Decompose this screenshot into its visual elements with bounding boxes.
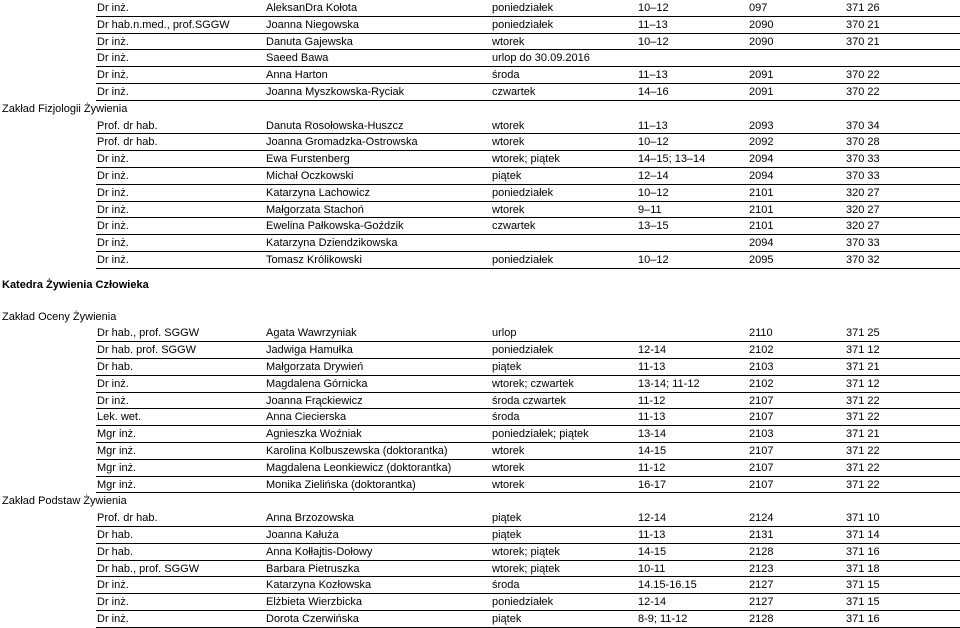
title-cell: Dr inż. (97, 220, 129, 233)
room-cell: 2102 (749, 344, 774, 357)
day-cell: poniedziałek (492, 344, 554, 357)
day-cell: wtorek; piątek (492, 545, 560, 558)
phone-cell: 371 15 (846, 596, 880, 609)
hours-cell: 10-11 (638, 562, 666, 575)
room-cell: 2103 (749, 360, 774, 373)
title-cell: Mgr inż. (97, 428, 137, 441)
table-row (0, 460, 960, 477)
phone-cell: 371 22 (846, 394, 880, 407)
day-cell: piątek (492, 512, 522, 525)
hours-cell: 11-13 (638, 528, 666, 541)
phone-cell: 370 33 (846, 153, 880, 166)
title-cell: Dr inż. (97, 169, 129, 182)
room-cell: 2127 (749, 579, 774, 592)
phone-cell: 371 22 (846, 444, 880, 457)
room-cell: 2107 (749, 478, 774, 491)
room-cell: 2107 (749, 411, 774, 424)
day-cell: wtorek (492, 478, 525, 491)
day-cell: poniedziałek (492, 596, 554, 609)
table-row (0, 594, 960, 611)
room-cell: 2094 (749, 153, 774, 166)
table-row (0, 325, 960, 342)
hours-cell: 14-15 (638, 545, 667, 558)
phone-cell: 371 15 (846, 579, 880, 592)
table-row (0, 67, 960, 84)
title-cell: Dr hab. (97, 528, 134, 541)
table-row (0, 252, 960, 269)
phone-cell: 371 22 (846, 478, 880, 491)
table-row (0, 611, 960, 628)
room-cell: 2091 (749, 69, 774, 82)
title-cell: Dr hab., prof. SGGW (97, 562, 200, 575)
table-row (0, 376, 960, 393)
phone-cell: 371 16 (846, 612, 880, 625)
title-cell: Dr inż. (97, 253, 129, 266)
room-cell: 2131 (749, 528, 774, 541)
hours-cell: 12-14 (638, 512, 667, 525)
day-cell: poniedziałek (492, 253, 554, 266)
title-cell: Dr inż. (97, 186, 129, 199)
day-cell: czwartek (492, 220, 536, 233)
name-cell: Joanna Gromadzka-Ostrowska (266, 136, 418, 149)
title-cell: Dr inż. (97, 237, 129, 250)
hours-cell: 11–13 (638, 18, 668, 31)
hours-cell: 9–11 (638, 203, 662, 216)
name-cell: AleksanDra Kołota (266, 2, 358, 14)
title-cell: Dr inż. (97, 35, 129, 48)
department-name: Katedra Żywienia Człowieka (2, 278, 149, 291)
name-cell: Joanna Myszkowska-Ryciak (266, 85, 405, 98)
title-cell: Dr hab.n.med., prof.SGGW (97, 18, 230, 31)
hours-cell: 14.15-16.15 (638, 579, 697, 592)
title-cell: Dr inż. (97, 203, 129, 216)
phone-cell: 371 12 (846, 344, 880, 357)
title-cell: Mgr inż. (97, 461, 137, 474)
unit-heading (0, 309, 960, 326)
table-row (0, 168, 960, 185)
name-cell: Monika Zielińska (doktorantka) (266, 478, 416, 491)
section1-group-a (0, 0, 960, 101)
table-row (0, 134, 960, 151)
phone-cell: 370 22 (846, 85, 880, 98)
name-cell: Elżbieta Wierzbicka (266, 596, 362, 609)
room-cell: 2092 (749, 136, 774, 149)
day-cell: wtorek (492, 35, 525, 48)
unit-name: Zakład Podstaw Żywienia (2, 495, 127, 508)
day-cell: urlop do 30.09.2016 (492, 52, 590, 65)
hours-cell: 13–15 (638, 220, 669, 233)
hours-cell: 11–13 (638, 119, 668, 132)
phone-cell: 370 21 (846, 35, 880, 48)
title-cell: Dr inż. (97, 85, 129, 98)
hours-cell: 14–15; 13–14 (638, 153, 706, 166)
phone-cell: 371 10 (846, 512, 880, 525)
room-cell: 2127 (749, 596, 774, 609)
phone-cell: 320 27 (846, 203, 880, 216)
phone-cell: 370 33 (846, 237, 880, 250)
name-cell: Joanna Kałuża (266, 528, 339, 541)
room-cell: 2090 (749, 35, 774, 48)
phone-cell: 371 22 (846, 411, 880, 424)
unit-heading (0, 493, 960, 510)
day-cell: czwartek (492, 85, 536, 98)
day-cell: piątek (492, 528, 522, 541)
hours-cell: 10–12 (638, 186, 669, 199)
name-cell: Ewa Furstenberg (266, 153, 350, 166)
section2-group-a (0, 325, 960, 493)
table-row (0, 359, 960, 376)
hours-cell: 10–12 (638, 136, 669, 149)
day-cell: piątek (492, 360, 522, 373)
day-cell: wtorek (492, 119, 525, 132)
phone-cell: 371 22 (846, 461, 880, 474)
phone-cell: 370 34 (846, 119, 880, 132)
day-cell: wtorek; piątek (492, 153, 560, 166)
title-cell: Dr hab. (97, 360, 134, 373)
table-row (0, 185, 960, 202)
room-cell: 2124 (749, 512, 774, 525)
day-cell: poniedziałek (492, 18, 554, 31)
title-cell: Dr hab. prof. SGGW (97, 344, 197, 357)
name-cell: Barbara Pietruszka (266, 562, 360, 575)
hours-cell: 12-14 (638, 596, 667, 609)
table-row (0, 50, 960, 67)
unit-heading (0, 101, 960, 118)
name-cell: Dorota Czerwińska (266, 612, 359, 625)
title-cell: Prof. dr hab. (97, 512, 158, 525)
name-cell: Małgorzata Drywień (266, 360, 364, 373)
day-cell: środa (492, 69, 520, 82)
room-cell: 2107 (749, 444, 774, 457)
name-cell: Katarzyna Lachowicz (266, 186, 370, 199)
table-row (0, 34, 960, 51)
title-cell: Prof. dr hab. (97, 119, 158, 132)
hours-cell: 8-9; 11-12 (638, 612, 688, 625)
room-cell: 2101 (749, 203, 774, 216)
title-cell: Dr hab., prof. SGGW (97, 327, 200, 340)
name-cell: Danuta Rosołowska-Huszcz (266, 119, 404, 132)
room-cell: 2094 (749, 237, 774, 250)
hours-cell: 14–16 (638, 85, 669, 98)
name-cell: Małgorzata Stachoń (266, 203, 364, 216)
section2-group-b (0, 510, 960, 628)
table-row (0, 577, 960, 594)
name-cell: Anna Ciecierska (266, 411, 347, 424)
table-row (0, 202, 960, 219)
table-row (0, 443, 960, 460)
hours-cell: 10–12 (638, 2, 669, 14)
hours-cell: 13-14 (638, 428, 667, 441)
table-row (0, 426, 960, 443)
hours-cell: 13-14; 11-12 (638, 377, 700, 390)
name-cell: Anna Kołłajtis-Dołowy (266, 545, 373, 558)
phone-cell: 371 12 (846, 377, 880, 390)
day-cell: środa (492, 411, 520, 424)
title-cell: Dr inż. (97, 579, 129, 592)
name-cell: Ewelina Pałkowska-Goździk (266, 220, 404, 233)
hours-cell: 14-15 (638, 444, 667, 457)
name-cell: Magdalena Leonkiewicz (doktorantka) (266, 461, 452, 474)
day-cell: urlop (492, 327, 517, 340)
department-heading (0, 277, 960, 294)
title-cell: Prof. dr hab. (97, 136, 158, 149)
name-cell: Jadwiga Hamułka (266, 344, 353, 357)
hours-cell: 11–13 (638, 69, 668, 82)
room-cell: 2094 (749, 169, 774, 182)
phone-cell: 320 27 (846, 186, 880, 199)
unit-name: Zakład Oceny Żywienia (2, 310, 117, 323)
room-cell: 2090 (749, 18, 774, 31)
phone-cell: 371 26 (846, 2, 880, 14)
table-row (0, 0, 960, 17)
table-row (0, 151, 960, 168)
phone-cell: 371 18 (846, 562, 880, 575)
title-cell: Dr inż. (97, 69, 129, 82)
hours-cell: 16-17 (638, 478, 667, 491)
room-cell: 2101 (749, 186, 774, 199)
phone-cell: 370 21 (846, 18, 880, 31)
phone-cell: 371 21 (846, 428, 880, 441)
name-cell: Agnieszka Woźniak (266, 428, 362, 441)
room-cell: 2103 (749, 428, 774, 441)
phone-cell: 320 27 (846, 220, 880, 233)
day-cell: wtorek; piątek (492, 562, 560, 575)
name-cell: Agata Wawrzyniak (266, 327, 357, 340)
day-cell: wtorek (492, 444, 525, 457)
name-cell: Michał Oczkowski (266, 169, 354, 182)
table-row (0, 118, 960, 135)
room-cell: 2102 (749, 377, 774, 390)
title-cell: Dr inż. (97, 394, 129, 407)
room-cell: 2128 (749, 612, 774, 625)
day-cell: poniedziałek (492, 186, 554, 199)
phone-cell: 371 14 (846, 528, 880, 541)
day-cell: wtorek; czwartek (492, 377, 574, 390)
title-cell: Dr inż. (97, 377, 129, 390)
day-cell: środa (492, 579, 520, 592)
table-row (0, 544, 960, 561)
phone-cell: 371 16 (846, 545, 880, 558)
room-cell: 2110 (749, 327, 773, 340)
name-cell: Joanna Frąckiewicz (266, 394, 363, 407)
hours-cell: 11-13 (638, 360, 666, 373)
table-row (0, 527, 960, 544)
day-cell: poniedziałek; piątek (492, 428, 589, 441)
day-cell: wtorek (492, 461, 525, 474)
table-row (0, 84, 960, 101)
day-cell: piątek (492, 169, 522, 182)
table-row (0, 218, 960, 235)
table-row (0, 561, 960, 578)
title-cell: Dr inż. (97, 596, 129, 609)
day-cell: wtorek (492, 136, 525, 149)
table-row (0, 17, 960, 34)
name-cell: Anna Harton (266, 69, 328, 82)
hours-cell: 11-13 (638, 411, 666, 424)
day-cell: piątek (492, 612, 522, 625)
room-cell: 2101 (749, 220, 774, 233)
title-cell: Dr inż. (97, 153, 129, 166)
hours-cell: 10–12 (638, 35, 669, 48)
day-cell: poniedziałek (492, 2, 554, 14)
room-cell: 2123 (749, 562, 774, 575)
room-cell: 097 (749, 2, 768, 14)
title-cell: Dr inż. (97, 612, 129, 625)
room-cell: 2095 (749, 253, 774, 266)
title-cell: Dr inż. (97, 2, 129, 14)
room-cell: 2093 (749, 119, 774, 132)
name-cell: Anna Brzozowska (266, 512, 355, 525)
name-cell: Danuta Gajewska (266, 35, 353, 48)
table-row (0, 393, 960, 410)
hours-cell: 10–12 (638, 253, 669, 266)
title-cell: Dr hab. (97, 545, 134, 558)
hours-cell: 11-12 (638, 394, 666, 407)
title-cell: Mgr inż. (97, 444, 137, 457)
room-cell: 2107 (749, 394, 774, 407)
name-cell: Saeed Bawa (266, 52, 329, 65)
day-cell: wtorek (492, 203, 525, 216)
day-cell: środa czwartek (492, 394, 566, 407)
hours-cell: 12–14 (638, 169, 669, 182)
phone-cell: 371 21 (846, 360, 880, 373)
room-cell: 2128 (749, 545, 774, 558)
hours-cell: 12-14 (638, 344, 667, 357)
name-cell: Katarzyna Dziendzikowska (266, 237, 398, 250)
unit-name: Zakład Fizjologii Żywienia (2, 102, 128, 115)
hours-cell: 11-12 (638, 461, 666, 474)
table-row (0, 477, 960, 494)
phone-cell: 371 25 (846, 327, 880, 340)
section1-group-b (0, 118, 960, 269)
table-row (0, 235, 960, 252)
name-cell: Tomasz Królikowski (266, 253, 362, 266)
phone-cell: 370 28 (846, 136, 880, 149)
room-cell: 2091 (749, 85, 774, 98)
name-cell: Karolina Kolbuszewska (doktorantka) (266, 444, 448, 457)
name-cell: Joanna Niegowska (266, 18, 359, 31)
name-cell: Katarzyna Kozłowska (266, 579, 372, 592)
title-cell: Mgr inż. (97, 478, 137, 491)
phone-cell: 370 33 (846, 169, 880, 182)
name-cell: Magdalena Górnicka (266, 377, 368, 390)
room-cell: 2107 (749, 461, 774, 474)
title-cell: Lek. wet. (97, 411, 142, 424)
title-cell: Dr inż. (97, 52, 129, 65)
table-row (0, 409, 960, 426)
phone-cell: 370 32 (846, 253, 880, 266)
phone-cell: 370 22 (846, 69, 880, 82)
table-row (0, 342, 960, 359)
table-row (0, 510, 960, 527)
